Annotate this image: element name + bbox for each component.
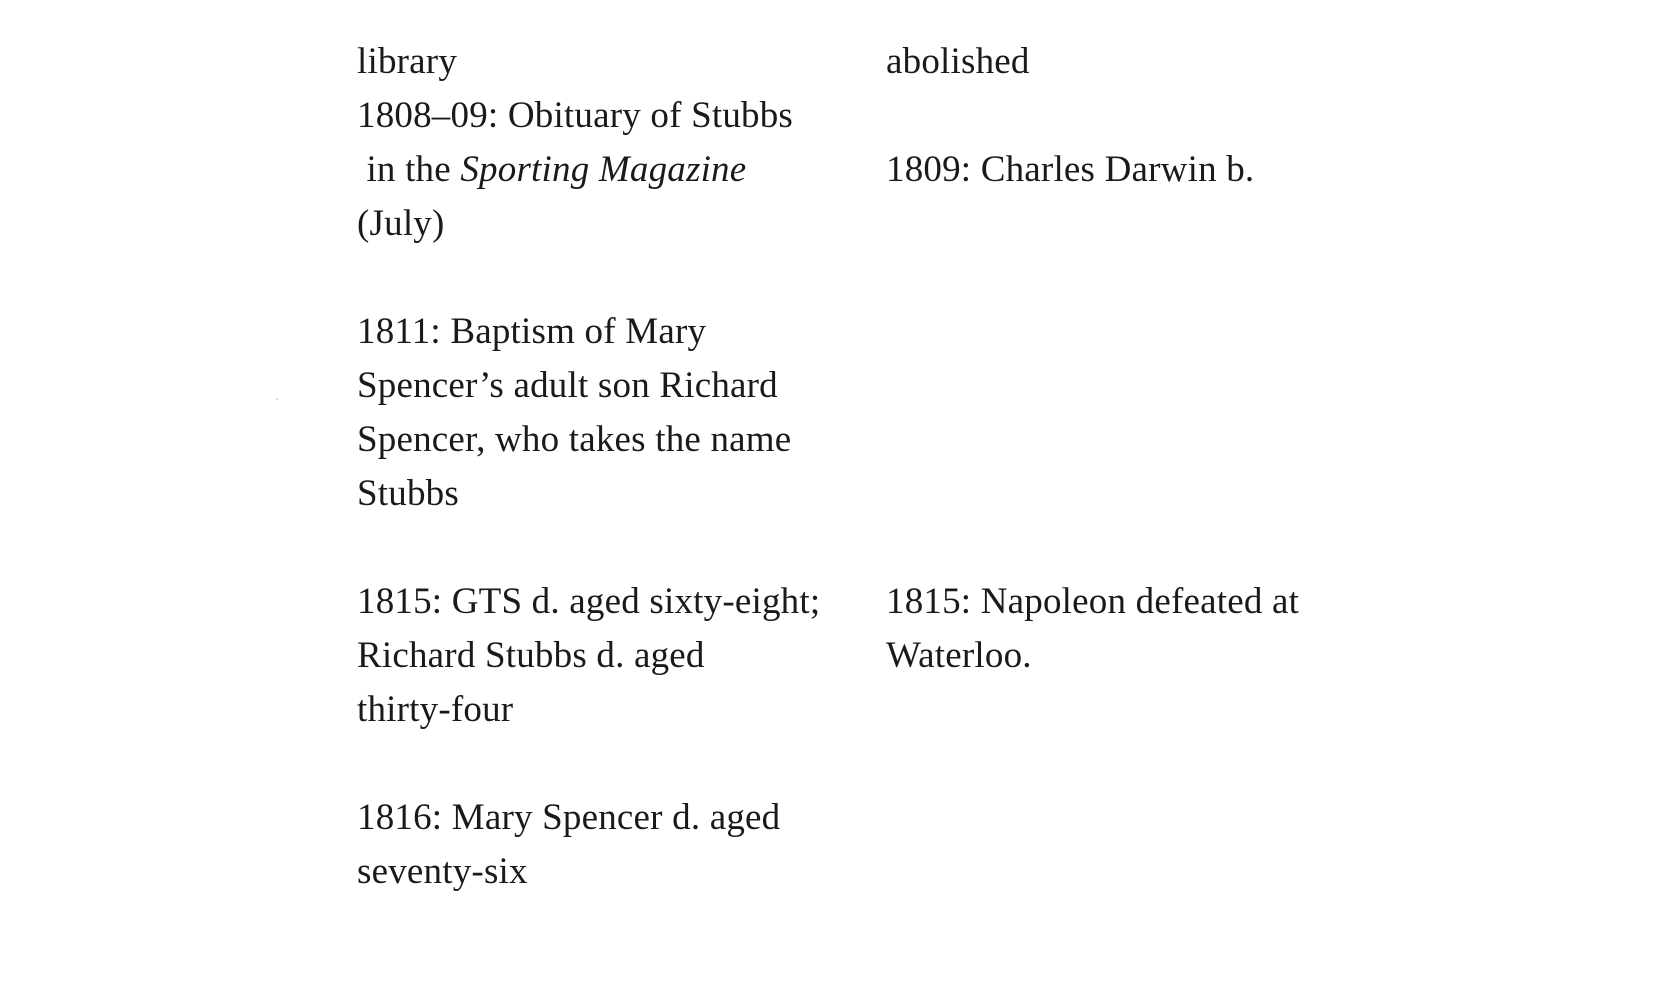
entry-1811-line4: Stubbs <box>357 473 459 514</box>
entry-1808-line3: (July) <box>357 203 445 244</box>
entry-1808-line1: 1808–09: Obituary of Stubbs <box>357 95 794 136</box>
right-line-abolished: abolished <box>886 41 1030 82</box>
entry-1815-left-line1: 1815: GTS d. aged sixty-eight; <box>357 581 821 622</box>
entry-1808-line2-prefix: in the <box>357 149 461 190</box>
cropped-running-header <box>620 0 940 8</box>
entry-1815-right-line1: 1815: Napoleon defeated at <box>886 581 1300 622</box>
entry-1815-right-line2: Waterloo. <box>886 635 1032 676</box>
sporting-magazine-title: Sporting Magazine <box>460 149 747 190</box>
entry-1815-left-line2: Richard Stubbs d. aged <box>357 635 705 676</box>
entry-1816-line1: 1816: Mary Spencer d. aged <box>357 797 781 838</box>
entry-1811-line2: Spencer’s adult son Richard <box>357 365 778 406</box>
left-line-library: library <box>357 41 458 82</box>
entry-1816-line2: seventy-six <box>357 851 528 892</box>
entry-1811-line1: 1811: Baptism of Mary <box>357 311 707 352</box>
entry-1811-line3: Spencer, who takes the name <box>357 419 792 460</box>
entry-1808-line2 <box>357 143 746 197</box>
entry-1815-left-line3: thirty-four <box>357 689 514 730</box>
scan-speck <box>276 398 278 400</box>
entry-1809: 1809: Charles Darwin b. <box>886 149 1255 190</box>
